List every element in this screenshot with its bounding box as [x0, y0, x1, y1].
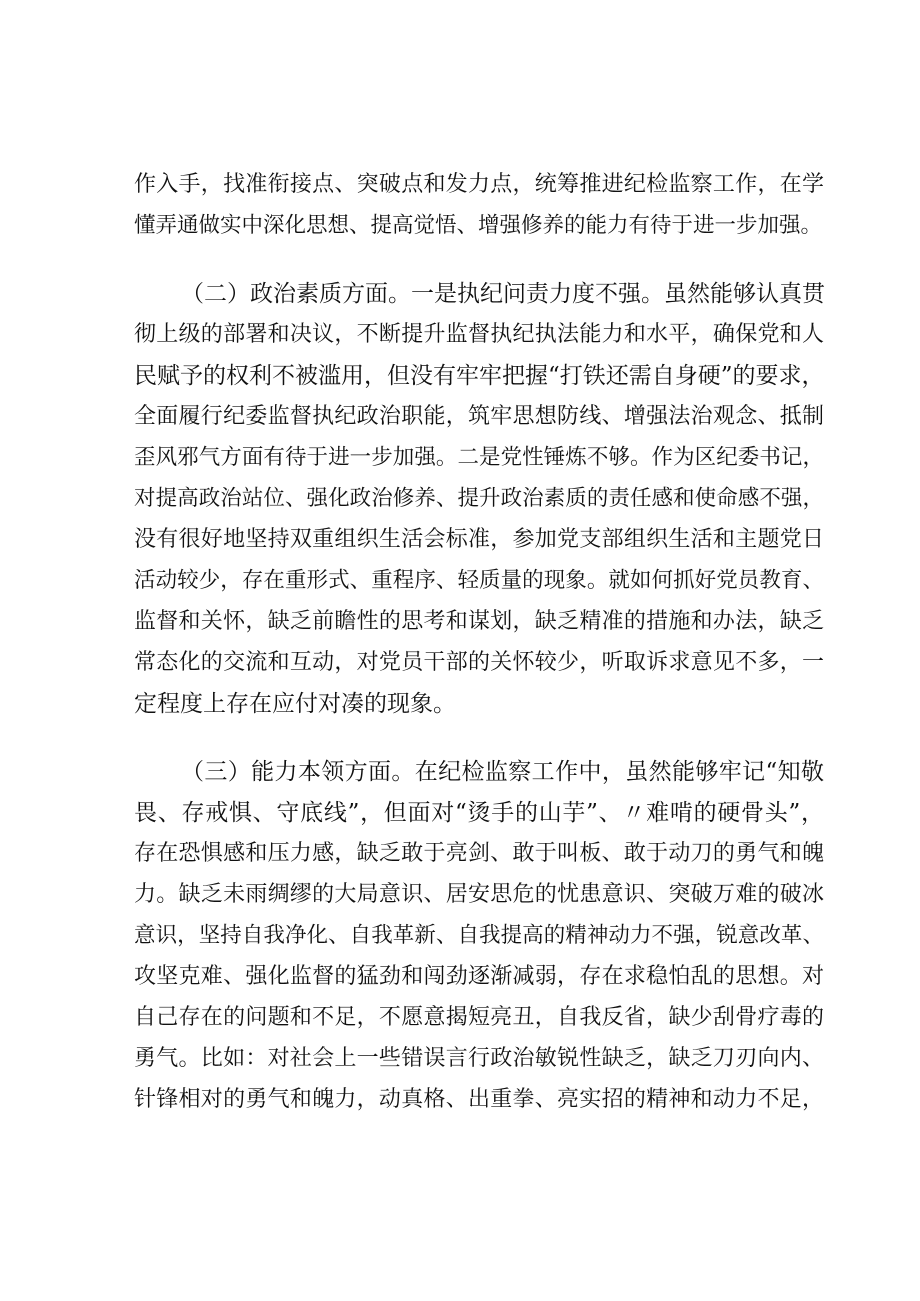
- paragraph-2-line-2: 彻上级的部署和决议，不断提升监督执纪执法能力和水平，确保党和人: [134, 322, 824, 347]
- paragraph-3-line-3: 存在恐惧感和压力感，缺乏敢于亮剑、敢于叫板、敢于动刀的勇气和魄: [134, 841, 824, 866]
- paragraph-1-line-2: 懂弄通做实中深化思想、提高觉悟、增强修养的能力有待于进一步加强。: [134, 213, 823, 238]
- paragraph-3-line-5: 意识，坚持自我净化、自我革新、自我提高的精神动力不强，锐意改革、: [134, 923, 824, 948]
- paragraph-2-line-8: 活动较少，存在重形式、重程序、轻质量的现象。就如何抓好党员教育、: [134, 568, 824, 593]
- paragraph-3-line-9: 针锋相对的勇气和魄力，动真格、出重拳、亮实招的精神和动力不足，: [134, 1087, 824, 1112]
- paragraph-2-line-4: 全面履行纪委监督执纪政治职能，筑牢思想防线、增强法治观念、抵制: [134, 404, 824, 429]
- paragraph-2-line-3: 民赋予的权利不被滥用，但没有牢牢把握“打铁还需自身硬”的要求，: [134, 363, 825, 389]
- paragraph-2-line-7: 没有很好地坚持双重组织生活会标准，参加党支部组织生活和主题党日: [134, 527, 824, 552]
- paragraph-3-line-8: 勇气。比如：对社会上一些错误言行政治敏锐性缺乏，缺乏刀刃向内、: [134, 1046, 824, 1071]
- paragraph-3-line-6: 攻坚克难、强化监督的猛劲和闯劲逐渐减弱，存在求稳怕乱的思想。对: [134, 964, 824, 989]
- paragraph-2-line-11: 定程度上存在应付对凑的现象。: [134, 691, 456, 717]
- paragraph-3-line-4: 力。缺乏未雨绸缪的大局意识、居安思危的忧患意识、突破万难的破冰: [134, 882, 824, 907]
- paragraph-2-line-9: 监督和关怀，缺乏前瞻性的思考和谋划，缺乏精准的措施和办法，缺乏: [134, 609, 824, 634]
- paragraph-3-line-7: 自己存在的问题和不足，不愿意揭短亮丑，自我反省，缺少刮骨疗毒的: [134, 1005, 824, 1030]
- paragraph-3-line-2: 畏、存戒惧、守底线”，但面对“烫手的山芋”、〃难啃的硬骨头”，: [134, 800, 824, 826]
- paragraph-2-line-6: 对提高政治站位、强化政治修养、提升政治素质的责任感和使命感不强，: [134, 486, 824, 511]
- paragraph-3-line-1: （三）能力本领方面。在纪检监察工作中，虽然能够牢记“知敬: [181, 759, 824, 785]
- paragraph-1-line-1: 作入手，找准衔接点、突破点和发力点，统筹推进纪检监察工作，在学: [134, 172, 824, 197]
- paragraph-2-line-1: （二）政治素质方面。一是执纪问责力度不强。虽然能够认真贯: [181, 281, 825, 307]
- paragraph-2-line-10: 常态化的交流和互动，对党员干部的关怀较少，听取诉求意见不多，一: [134, 650, 824, 675]
- paragraph-2-line-5: 歪风邪气方面有待于进一步加强。二是党性锤炼不够。作为区纪委书记，: [134, 445, 824, 470]
